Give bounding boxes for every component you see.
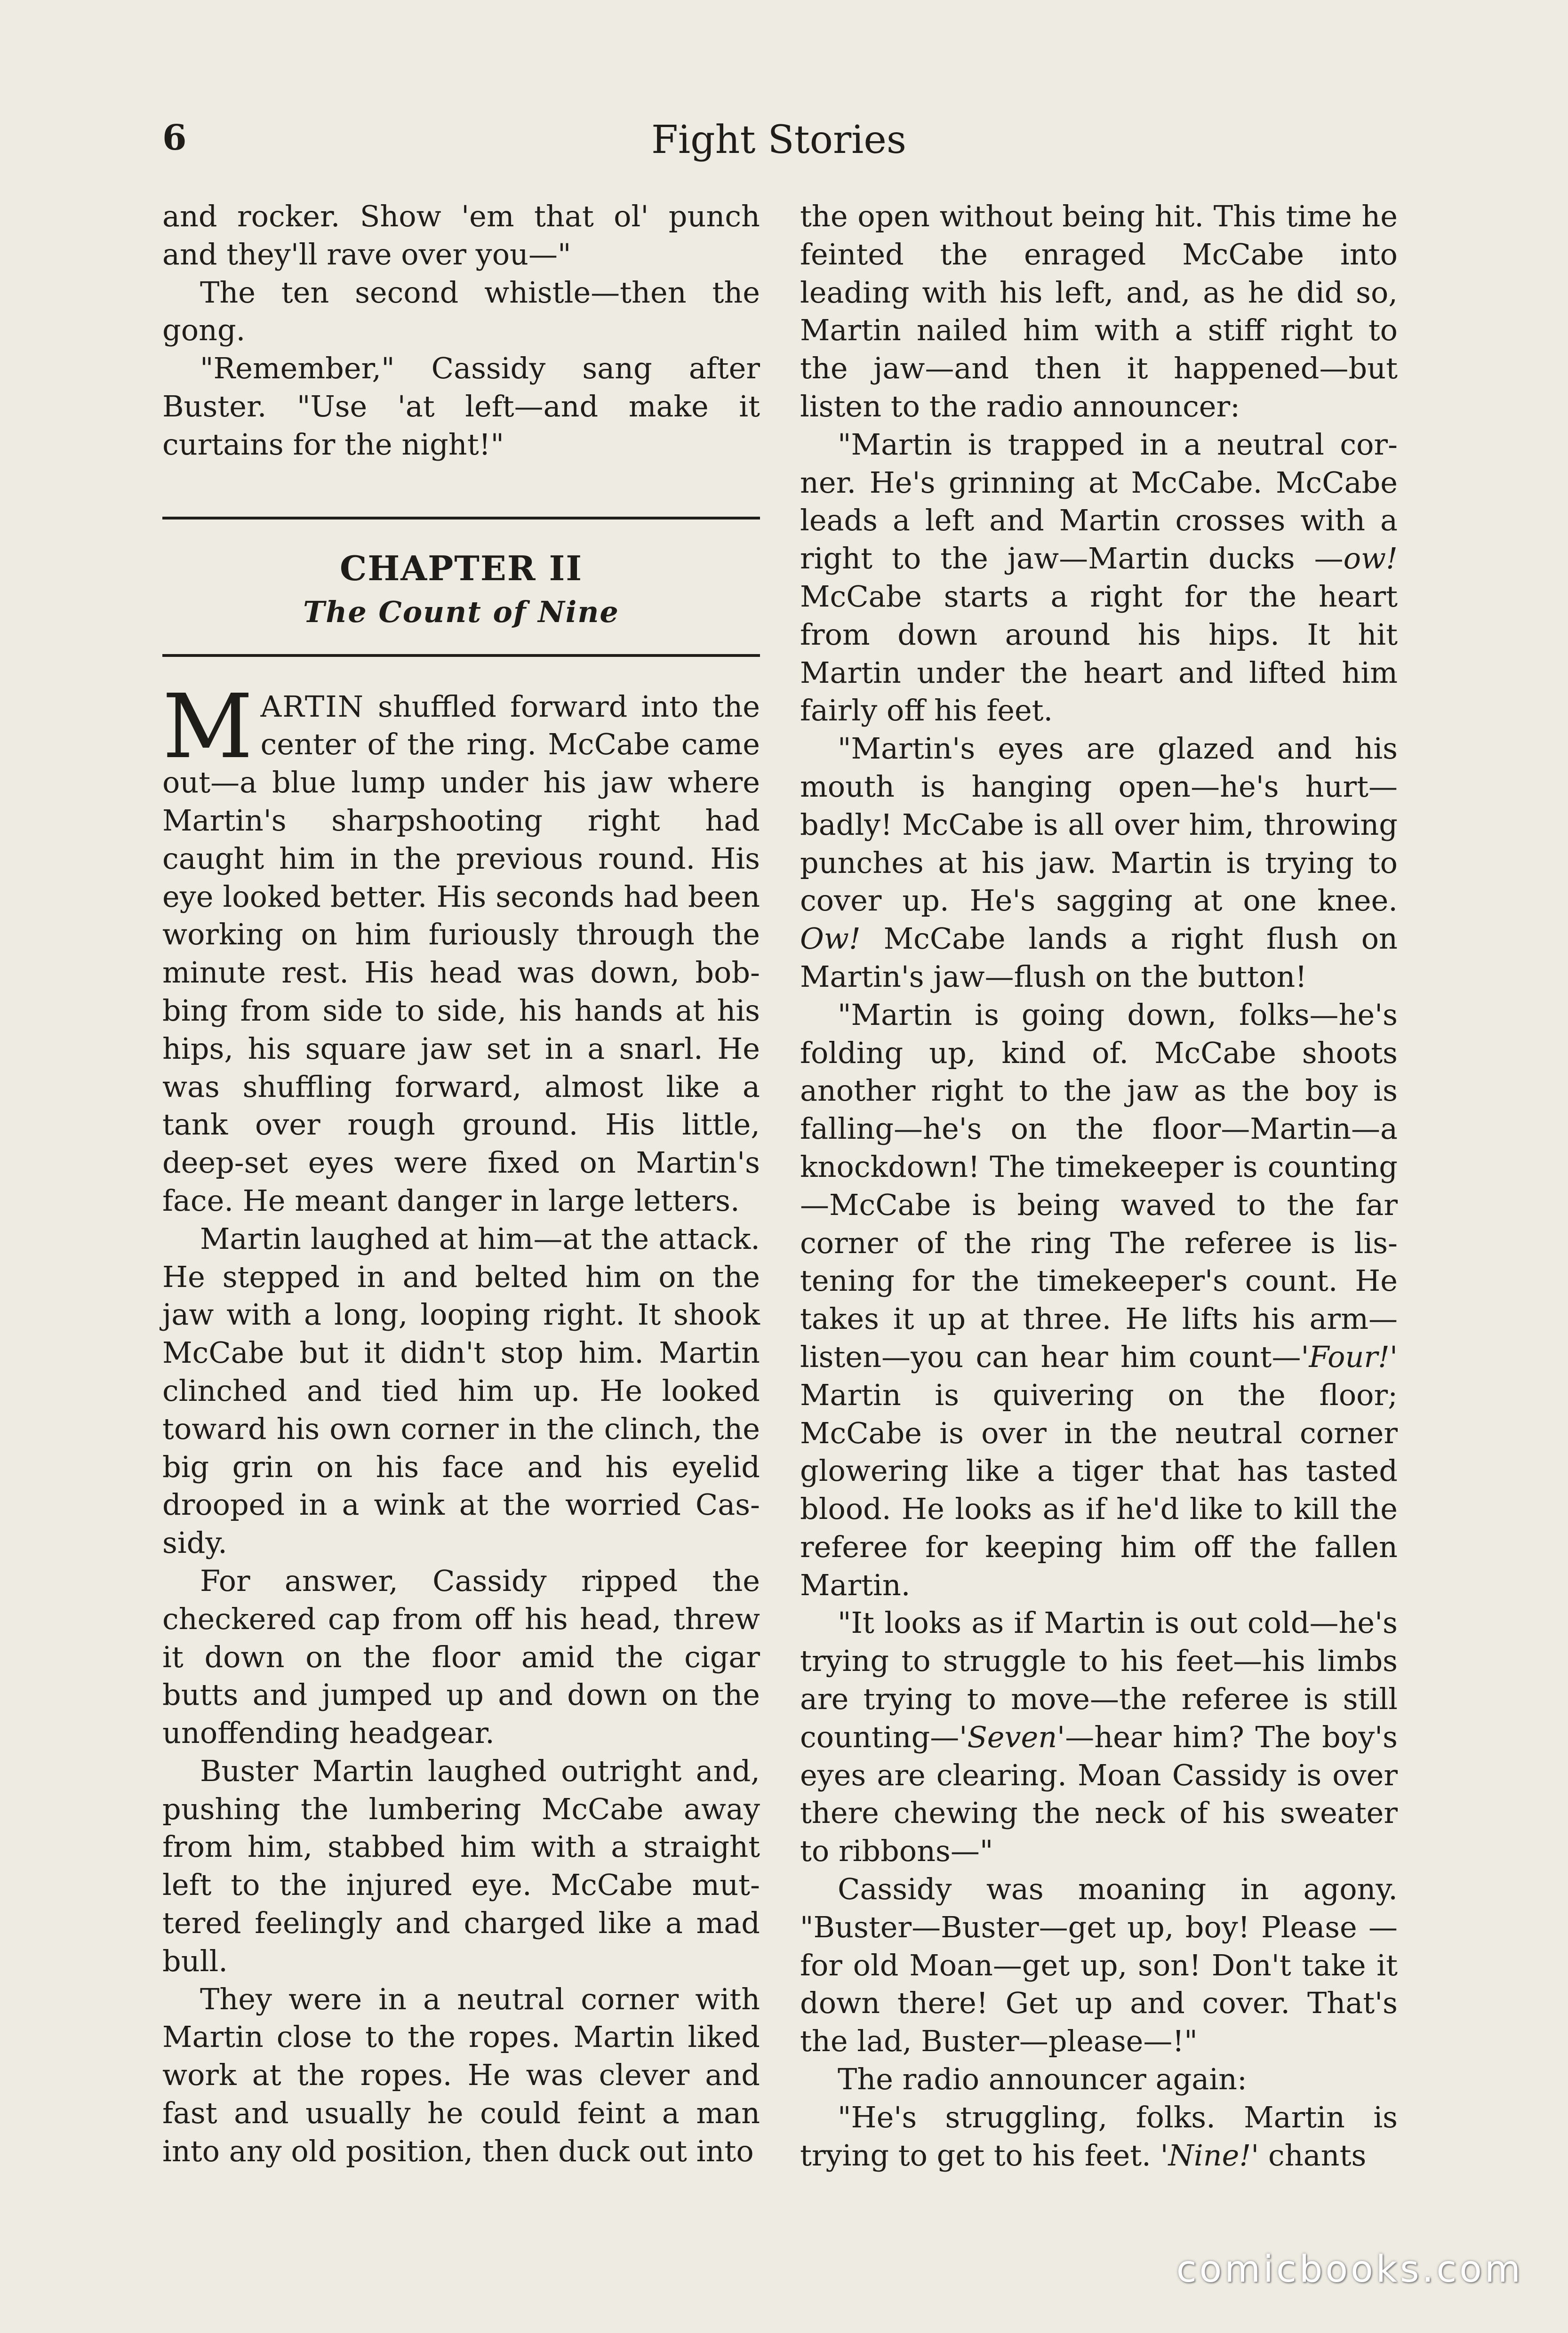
paragraph: [800, 2099, 1398, 2175]
chapter-title: The Count of Nine: [303, 594, 619, 629]
paragraph: The radio announcer again:: [838, 2062, 1247, 2097]
paragraph: They were in a neutral corner with Martin close to the ropes. Martin liked work at the ropes. He was clever and fast and usually he could feint a man into any old position, then duck out into: [162, 1981, 760, 2168]
running-title: Fight Stories: [651, 118, 906, 162]
emphasis: ow!: [1343, 541, 1398, 576]
paragraph: and rocker. Show 'em that ol' punch and they'll rave over you—": [162, 199, 760, 272]
paragraph: "Remember," Cassidy sang after Buster. "Use 'at left—and make it curtains for the night!": [162, 351, 760, 462]
drop-cap: M: [162, 675, 253, 778]
paragraph: [800, 730, 1398, 996]
paragraph-text: "Martin's eyes are glazed and his mouth is hanging open—he's hurt—badly! McCabe is all over him, throwing punches at his jaw. Martin is trying to cover up. He's sagging at one knee.: [800, 731, 1398, 918]
emphasis: Ow!: [800, 921, 861, 956]
paragraph: [800, 1604, 1398, 1870]
paragraph: the open without being hit. This time he feinted the enraged McCabe into leading with his left, and, as he did so, Martin nailed him with a stiff right to the jaw—and then it happened—but listen to the radio announcer:: [800, 199, 1398, 423]
paragraph-text: —hear him? The boy's eyes are clearing. Moan Cassidy is over there chewing the neck of his sweater to ribbons—": [800, 1719, 1398, 1869]
paragraph-text: Martin is quivering on the floor; McCabe is over in the neutral corner glowering like a tiger that has tasted blood. He looks as if he'd like to kill the referee for keeping him off the fallen Martin.: [800, 1377, 1398, 1602]
paragraph: [800, 426, 1398, 730]
chapter-rule-bottom: [162, 654, 760, 657]
paragraph-text: shuffled forward into the center of the ring. McCabe came out—a blue lump under his jaw where Martin's sharpshooting right had caught him in the previous round. His eye looked better. His seconds had been working on him furiously through the minute rest. His head was down, bobbing from side to side, his hands at his hips, his square jaw set in a snarl. He was shuffling forward, almost like a tank over rough ground. His little, deep-set eyes were fixed on Martin's face. He meant danger in large letters.: [162, 689, 760, 1218]
paragraph: Martin laughed at him—at the attack. He stepped in and belted him on the jaw with a long, looping right. It shook McCabe but it didn't stop him. Martin clinched and tied him up. He looked toward his own corner in the clinch, the big grin on his face and his eyelid drooped in a wink at the worried Cassidy.: [162, 1221, 760, 1560]
chapter-heading-block: [162, 519, 760, 654]
smallcaps-lead: ARTIN: [260, 689, 364, 724]
left-column: [162, 198, 760, 2171]
paragraph: Cassidy was moaning in agony. "Buster—Buster—get up, boy! Please —for old Moan—get up, son! Don't take it down there! Get up and cover. That's the lad, Buster—please—!": [800, 1872, 1398, 2059]
paragraph: The ten second whistle—then the gong.: [162, 275, 760, 348]
paragraph-text: "He's struggling, folks. Martin is trying to get to his feet.: [800, 2100, 1398, 2173]
paragraph: [800, 996, 1398, 1605]
paragraph-text: "It looks as if Martin is out cold—he's trying to struggle to his feet—his limbs are trying to move—the referee is still counting—: [800, 1606, 1398, 1754]
paragraph-text: "Martin is trapped in a neutral corner. He's grinning at McCabe. McCabe leads a left and Martin crosses with a right to the jaw—Martin ducks —: [800, 427, 1398, 576]
paragraph: Buster Martin laughed outright and, pushing the lumbering McCabe away from him, stabbed him with a straight left to the injured eye. McCabe muttered feelingly and charged like a mad bull.: [162, 1753, 760, 1978]
page-header: [162, 113, 1395, 174]
paragraph: For answer, Cassidy ripped the checkered cap from off his head, threw it down on the floor amid the cigar butts and jumped up and down on the unoffending headgear.: [162, 1563, 760, 1750]
paragraph-text: chants: [1259, 2138, 1367, 2173]
emphasis: 'Seven': [959, 1719, 1065, 1754]
emphasis: 'Nine!': [1160, 2138, 1259, 2173]
page-number: 6: [162, 118, 187, 158]
paragraph-text: "Martin is going down, folks—he's folding up, kind of. McCabe shoots another right to the jaw as the boy is falling—he's on the floor—Martin—a knockdown! The timekeeper is counting—McCabe is being waved to the far corner of the ring The referee is listening for the timekeeper's count. He takes it up at three. He lifts his arm—listen—you can hear him count—: [800, 997, 1398, 1374]
right-column: [800, 198, 1398, 2174]
chapter-heading: CHAPTER II: [339, 548, 583, 588]
opening-paragraph: [162, 675, 760, 1220]
paragraph-text: McCabe starts a right for the heart from down around his hips. It hit Martin under the heart and lifted him fairly off his feet.: [800, 579, 1398, 728]
watermark: comicbooks.com: [1176, 2248, 1523, 2291]
paragraph-text: McCabe lands a right flush on Martin's jaw—flush on the button!: [800, 921, 1398, 994]
emphasis: 'Four!': [1301, 1339, 1398, 1374]
